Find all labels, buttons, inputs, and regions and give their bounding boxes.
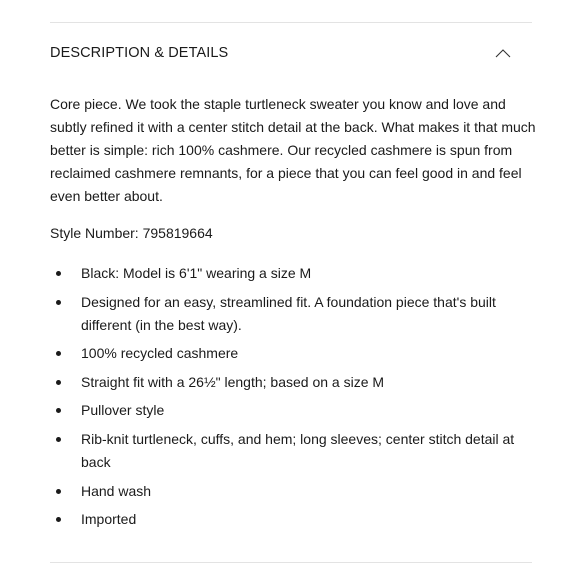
- bullet-icon: [56, 517, 61, 522]
- list-item: [50, 508, 540, 531]
- top-divider: [50, 22, 532, 23]
- list-item-text: Imported: [81, 511, 137, 528]
- list-item: [50, 428, 540, 474]
- product-description: Core piece. We took the staple turtleneck sweater you know and love and subtly refined it with a center stitch detail at the back. What makes it that much better is simple: rich 100% cashmere. Our recycled cashmere is spun from reclaimed cashmere remnants, for a piece that you can feel good in and feel even better about.: [50, 96, 536, 204]
- list-item: [50, 480, 540, 503]
- bullet-icon: [56, 437, 61, 442]
- list-item-text: Straight fit with a 26½" length; based on a size M: [81, 373, 385, 390]
- list-item-text: Black: Model is 6'1" wearing a size M: [81, 265, 312, 281]
- details-list: [50, 262, 540, 531]
- bullet-icon: [56, 300, 61, 305]
- list-item-text: Rib-knit turtleneck, cuffs, and hem; long sleeves; center stitch detail at back: [81, 430, 515, 470]
- description-accordion-header[interactable]: [50, 36, 532, 70]
- list-item: [50, 399, 540, 422]
- style-number: Style Number: 795819664: [50, 225, 213, 241]
- list-item: [50, 291, 540, 337]
- list-item-text: Designed for an easy, streamlined fit. A foundation piece that's built different (in the best way).: [81, 293, 496, 333]
- list-item: [50, 371, 540, 394]
- bottom-divider: [50, 562, 532, 563]
- chevron-up-icon[interactable]: [494, 47, 512, 59]
- bullet-icon: [56, 489, 61, 494]
- accordion-content: [50, 93, 540, 537]
- bullet-icon: [56, 380, 61, 385]
- list-item-text: Hand wash: [81, 482, 152, 499]
- list-item-text: Pullover style: [81, 402, 165, 419]
- list-item: [50, 262, 540, 285]
- list-item-text: 100% recycled cashmere: [81, 345, 239, 362]
- bullet-icon: [56, 271, 61, 276]
- bullet-icon: [56, 408, 61, 413]
- bullet-icon: [56, 351, 61, 356]
- list-item: [50, 342, 540, 365]
- accordion-title: DESCRIPTION & DETAILS: [50, 45, 229, 61]
